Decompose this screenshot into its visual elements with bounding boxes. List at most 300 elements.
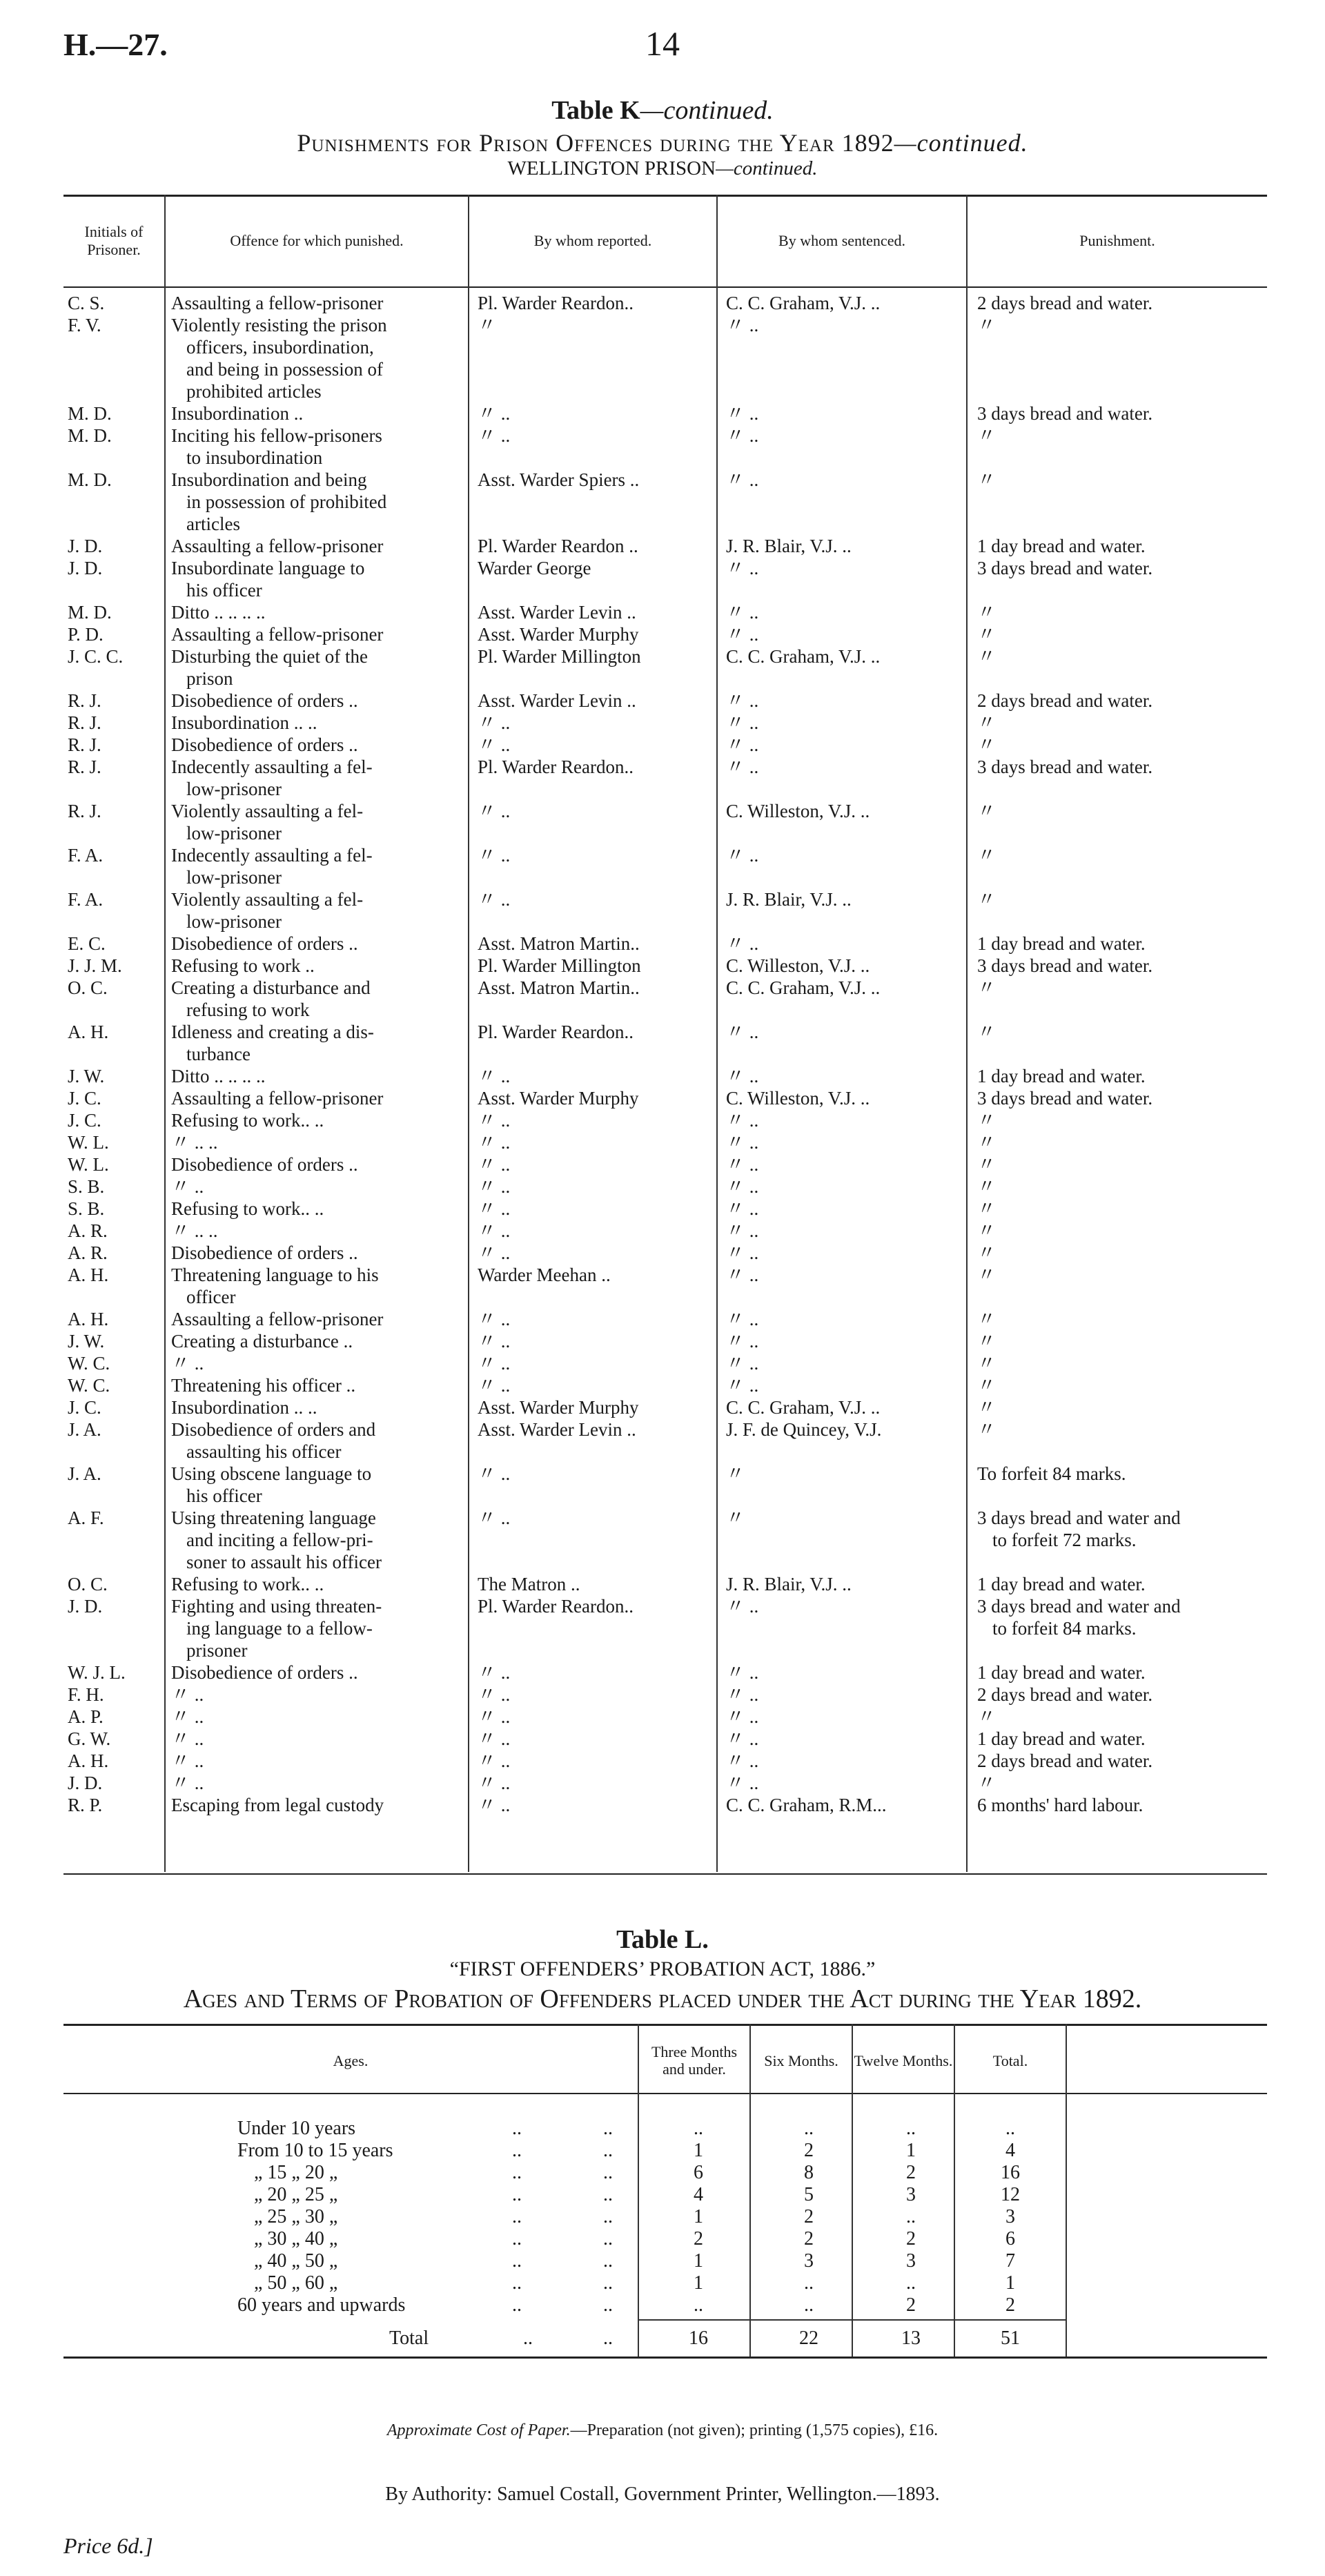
leader-dots: .. xyxy=(603,2228,613,2250)
punishment-line: to forfeit 84 marks. xyxy=(992,1618,1137,1639)
reported-by: 〃 .. xyxy=(478,734,511,755)
reported-by: Asst. Warder Murphy xyxy=(478,1088,639,1109)
table-l xyxy=(63,2024,1267,2397)
prisoner-initials: A. R. xyxy=(68,1220,108,1241)
table-k-subtitle: Punishments for Prison Offences during the Year 1892—continued. xyxy=(297,129,1028,157)
age-label: „ 40 „ 50 „ xyxy=(254,2250,338,2272)
punishment-cell xyxy=(968,1065,1267,1087)
table-row xyxy=(63,2250,1267,2272)
six-months-value: .. xyxy=(804,2118,814,2139)
offence-cell xyxy=(166,1131,469,1153)
total-label: Total xyxy=(389,2328,429,2349)
table-k-body xyxy=(63,292,1267,1816)
punishment-line: 〃 xyxy=(977,845,996,866)
leader-dots: .. xyxy=(603,2250,613,2272)
table-row xyxy=(63,1684,1267,1706)
punishment-line: 〃 xyxy=(977,1773,996,1793)
reported-by: 〃 .. xyxy=(478,1242,511,1263)
offence-line: Disobedience of orders .. xyxy=(171,1154,358,1175)
offence-line: Creating a disturbance and xyxy=(171,977,371,998)
table-row xyxy=(63,601,1267,623)
offence-cell xyxy=(166,712,469,734)
twelve-months-value: .. xyxy=(906,2272,916,2294)
offence-line: Assaulting a fellow-prisoner xyxy=(171,1088,384,1109)
punishment-cell xyxy=(968,1352,1267,1374)
sentenced-by: 〃 .. xyxy=(726,1066,759,1086)
leader-dots: .. xyxy=(603,2140,613,2161)
offence-line: his officer xyxy=(186,1485,262,1506)
offence-cell xyxy=(166,1507,469,1573)
prisoner-initials: J. J. M. xyxy=(68,955,122,976)
offence-cell xyxy=(166,425,469,469)
punishment-cell xyxy=(968,1087,1267,1109)
punishment-cell xyxy=(968,844,1267,888)
sentenced-by: 〃 .. xyxy=(726,1220,759,1241)
punishment-cell xyxy=(968,1573,1267,1595)
punishment-cell xyxy=(968,734,1267,756)
offence-cell xyxy=(166,1109,469,1131)
reported-by: 〃 .. xyxy=(478,801,511,821)
prisoner-initials: C. S. xyxy=(68,293,105,313)
reported-by: 〃 xyxy=(478,315,496,335)
twelve-months-value: 2 xyxy=(906,2228,916,2250)
offence-line: 〃 .. xyxy=(171,1353,204,1374)
punishment-line: 6 months' hard labour. xyxy=(977,1795,1144,1815)
punishment-line: 〃 xyxy=(977,1132,996,1153)
twelve-months-value: 1 xyxy=(906,2140,916,2161)
offence-cell xyxy=(166,623,469,645)
reported-by: Asst. Warder Levin .. xyxy=(478,1419,636,1440)
six-months-value: .. xyxy=(804,2294,814,2316)
sentenced-by: 〃 .. xyxy=(726,425,759,446)
sentenced-by: 〃 .. xyxy=(726,1154,759,1175)
prisoner-initials: W. C. xyxy=(68,1375,110,1396)
table-l-caption: Ages and Terms of Probation of Offenders placed under the Act during the Year 1892. xyxy=(183,1984,1142,2013)
sentenced-by: 〃 .. xyxy=(726,1198,759,1219)
offence-line: Disobedience of orders .. xyxy=(171,734,358,755)
six-months-value: 3 xyxy=(804,2250,814,2272)
sentenced-by: 〃 .. xyxy=(726,712,759,733)
punishment-cell xyxy=(968,1418,1267,1463)
offence-line: low-prisoner xyxy=(186,779,282,799)
table-row xyxy=(63,2294,1267,2316)
sentenced-by: 〃 .. xyxy=(726,1132,759,1153)
table-row xyxy=(63,2272,1267,2294)
col-head-initials: Initials of Prisoner. xyxy=(84,222,144,258)
punishment-line: 1 day bread and water. xyxy=(977,1662,1146,1683)
prisoner-initials: J. W. xyxy=(68,1066,105,1086)
leader-dots: .. xyxy=(512,2250,522,2272)
punishment-line: To forfeit 84 marks. xyxy=(977,1463,1126,1484)
prisoner-initials: J. C. xyxy=(68,1088,101,1109)
age-label: Under 10 years xyxy=(237,2118,356,2139)
offence-line: refusing to work xyxy=(186,999,310,1020)
sentenced-by: 〃 .. xyxy=(726,1176,759,1197)
reported-by: 〃 .. xyxy=(478,425,511,446)
sentenced-by: 〃 .. xyxy=(726,757,759,777)
sentenced-by: 〃 .. xyxy=(726,1662,759,1683)
total-value: 7 xyxy=(1005,2250,1015,2272)
offence-cell xyxy=(166,800,469,844)
punishment-cell xyxy=(968,1463,1267,1507)
six-months-value: 8 xyxy=(804,2162,814,2183)
punishment-cell xyxy=(968,557,1267,601)
six-months-value: 2 xyxy=(804,2228,814,2250)
table-row xyxy=(63,1794,1267,1816)
offence-line: prisoner xyxy=(186,1640,248,1661)
sum-rule xyxy=(638,2319,1066,2322)
reported-by: Pl. Warder Reardon.. xyxy=(478,1022,634,1042)
offence-cell xyxy=(166,1065,469,1087)
prisoner-initials: E. C. xyxy=(68,933,106,954)
prisoner-initials: R. J. xyxy=(68,801,101,821)
table-row xyxy=(63,1772,1267,1794)
punishment-cell xyxy=(968,645,1267,690)
table-row xyxy=(63,1308,1267,1330)
offence-line: Disobedience of orders .. xyxy=(171,1242,358,1263)
offence-cell xyxy=(166,1242,469,1264)
prisoner-initials: M. D. xyxy=(68,602,112,623)
table-row xyxy=(63,1220,1267,1242)
punishment-cell xyxy=(968,690,1267,712)
table-row xyxy=(63,1374,1267,1396)
reported-by: 〃 .. xyxy=(478,1375,511,1396)
prisoner-initials: J. D. xyxy=(68,558,103,578)
prisoner-initials: S. B. xyxy=(68,1176,105,1197)
table-row xyxy=(63,933,1267,955)
offence-line: Disobedience of orders .. xyxy=(171,933,358,954)
leader-dots: .. xyxy=(523,2328,533,2349)
punishment-line: 〃 xyxy=(977,315,996,335)
table-row xyxy=(63,1595,1267,1661)
offence-line: Insubordination .. .. xyxy=(171,712,317,733)
six-months-value: 2 xyxy=(804,2206,814,2227)
table-row xyxy=(63,1463,1267,1507)
offence-line: ing language to a fellow- xyxy=(186,1618,373,1639)
offence-line: Assaulting a fellow-prisoner xyxy=(171,624,384,645)
sentenced-by: 〃 .. xyxy=(726,690,759,711)
offence-cell xyxy=(166,1595,469,1661)
offence-cell xyxy=(166,1463,469,1507)
offence-cell xyxy=(166,469,469,535)
table-row xyxy=(63,1021,1267,1065)
reported-by: 〃 .. xyxy=(478,1220,511,1241)
table-row xyxy=(63,1396,1267,1418)
table-l-subtitle: “FIRST OFFENDERS’ PROBATION ACT, 1886.” xyxy=(449,1958,876,1980)
sentenced-by: 〃 .. xyxy=(726,1596,759,1617)
table-row xyxy=(63,734,1267,756)
punishment-cell xyxy=(968,601,1267,623)
punishment-cell xyxy=(968,1330,1267,1352)
offence-line: 〃 .. xyxy=(171,1706,204,1727)
leader-dots: .. xyxy=(603,2272,613,2294)
punishment-line: 3 days bread and water. xyxy=(977,955,1153,976)
punishment-cell xyxy=(968,1153,1267,1175)
offence-cell xyxy=(166,1684,469,1706)
total-value: 1 xyxy=(1005,2272,1015,2294)
table-row xyxy=(63,623,1267,645)
sentenced-by: 〃 .. xyxy=(726,1022,759,1042)
offence-line: Creating a disturbance .. xyxy=(171,1331,353,1352)
punishment-cell xyxy=(968,955,1267,977)
prisoner-initials: M. D. xyxy=(68,469,112,490)
offence-line: 〃 .. .. xyxy=(171,1220,218,1241)
reported-by: 〃 .. xyxy=(478,1507,511,1528)
prisoner-initials: J. A. xyxy=(68,1419,101,1440)
punishment-cell xyxy=(968,1772,1267,1794)
punishment-line: 〃 xyxy=(977,602,996,623)
punishment-line: 〃 xyxy=(977,1265,996,1285)
offence-line: Refusing to work.. .. xyxy=(171,1574,324,1594)
reported-by: 〃 .. xyxy=(478,1463,511,1484)
prisoner-initials: A. P. xyxy=(68,1706,104,1727)
offence-line: low-prisoner xyxy=(186,867,282,888)
offence-line: assaulting his officer xyxy=(186,1441,342,1462)
punishment-line: 〃 xyxy=(977,1242,996,1263)
reported-by: Warder Meehan .. xyxy=(478,1265,611,1285)
sentenced-by: C. C. Graham, R.M... xyxy=(726,1795,887,1815)
three-months-value: 1 xyxy=(694,2250,703,2272)
punishment-line: 〃 xyxy=(977,1220,996,1241)
punishment-cell xyxy=(968,1109,1267,1131)
prisoner-initials: M. D. xyxy=(68,425,112,446)
offence-cell xyxy=(166,844,469,888)
punishment-cell xyxy=(968,469,1267,535)
offence-line: 〃 .. .. xyxy=(171,1132,218,1153)
three-months-value: 4 xyxy=(694,2184,703,2205)
leader-dots: .. xyxy=(512,2272,522,2294)
sentenced-by: 〃 .. xyxy=(726,1728,759,1749)
reported-by: The Matron .. xyxy=(478,1574,580,1594)
rule xyxy=(63,2093,1267,2094)
sentenced-by: 〃 .. xyxy=(726,558,759,578)
reported-by: 〃 .. xyxy=(478,1728,511,1749)
punishment-line: 〃 xyxy=(977,1419,996,1440)
twelve-months-value: 3 xyxy=(906,2184,916,2205)
table-row xyxy=(63,1507,1267,1573)
sentenced-by: 〃 .. xyxy=(726,1110,759,1131)
offence-cell xyxy=(166,955,469,977)
offence-cell xyxy=(166,1706,469,1728)
punishment-line: 〃 xyxy=(977,1154,996,1175)
offence-line: Assaulting a fellow-prisoner xyxy=(171,536,384,556)
punishment-line: 〃 xyxy=(977,1375,996,1396)
sentenced-by: J. F. de Quincey, V.J. xyxy=(726,1419,882,1440)
table-row xyxy=(63,1418,1267,1463)
leader-dots: .. xyxy=(603,2162,613,2183)
punishment-line: 〃 xyxy=(977,425,996,446)
reported-by: Pl. Warder Reardon.. xyxy=(478,757,634,777)
table-row xyxy=(63,955,1267,977)
reported-by: 〃 .. xyxy=(478,1331,511,1352)
table-row xyxy=(63,1264,1267,1308)
prisoner-initials: J. C. xyxy=(68,1397,101,1418)
prisoner-initials: R. J. xyxy=(68,757,101,777)
prisoner-initials: A. H. xyxy=(68,1265,109,1285)
table-row xyxy=(63,756,1267,800)
punishment-cell xyxy=(968,314,1267,402)
reported-by: 〃 .. xyxy=(478,889,511,910)
total-value: 3 xyxy=(1005,2206,1015,2227)
prisoner-initials: J. W. xyxy=(68,1331,105,1352)
table-row xyxy=(63,2184,1267,2206)
punishment-cell xyxy=(968,1264,1267,1308)
offence-cell xyxy=(166,1087,469,1109)
offence-line: officers, insubordination, xyxy=(186,337,374,358)
table-row xyxy=(63,712,1267,734)
punishment-cell xyxy=(968,1706,1267,1728)
offence-line: 〃 .. xyxy=(171,1176,204,1197)
reported-by: 〃 .. xyxy=(478,1198,511,1219)
table-row xyxy=(63,690,1267,712)
total-value: 2 xyxy=(1005,2294,1015,2316)
total-value: 12 xyxy=(1001,2184,1020,2205)
punishment-cell xyxy=(968,888,1267,933)
offence-line: Refusing to work .. xyxy=(171,955,315,976)
reported-by: 〃 .. xyxy=(478,1154,511,1175)
sentenced-by: J. R. Blair, V.J. .. xyxy=(726,1574,852,1594)
leader-dots: .. xyxy=(512,2140,522,2161)
prisoner-initials: J. C. xyxy=(68,1110,101,1131)
three-months-value: 1 xyxy=(694,2206,703,2227)
prisoner-initials: J. D. xyxy=(68,1773,103,1793)
offence-cell xyxy=(166,1352,469,1374)
sentenced-by: C. Willeston, V.J. .. xyxy=(726,801,870,821)
offence-line: Threatening his officer .. xyxy=(171,1375,356,1396)
reported-by: Asst. Warder Murphy xyxy=(478,624,639,645)
punishment-line: 1 day bread and water. xyxy=(977,536,1146,556)
col-head-three-months: Three Months and under. xyxy=(651,2043,738,2078)
offence-line: Indecently assaulting a fel- xyxy=(171,845,373,866)
offence-line: prison xyxy=(186,668,233,689)
punishment-line: 3 days bread and water and xyxy=(977,1596,1181,1617)
leader-dots: .. xyxy=(512,2206,522,2227)
punishment-line: 2 days bread and water. xyxy=(977,1750,1153,1771)
twelve-months-value: 2 xyxy=(906,2162,916,2183)
reported-by: Asst. Warder Spiers .. xyxy=(478,469,640,490)
prisoner-initials: R. J. xyxy=(68,690,101,711)
table-row xyxy=(63,1153,1267,1175)
prisoner-initials: W. L. xyxy=(68,1132,109,1153)
offence-cell xyxy=(166,933,469,955)
table-row xyxy=(63,2118,1267,2140)
three-months-value: .. xyxy=(694,2294,703,2316)
offence-line: in possession of prohibited xyxy=(186,491,387,512)
punishment-cell xyxy=(968,1507,1267,1573)
punishment-line: 〃 xyxy=(977,977,996,998)
total-value: .. xyxy=(1005,2118,1015,2139)
sentenced-by: 〃 .. xyxy=(726,1706,759,1727)
page-number: 14 xyxy=(645,24,680,63)
punishment-line: 〃 xyxy=(977,1198,996,1219)
prisoner-initials: A. F. xyxy=(68,1507,104,1528)
table-row xyxy=(63,645,1267,690)
offence-line: Escaping from legal custody xyxy=(171,1795,384,1815)
prisoner-initials: F. A. xyxy=(68,845,104,866)
offence-cell xyxy=(166,535,469,557)
prisoner-initials: O. C. xyxy=(68,977,108,998)
offence-line: Violently assaulting a fel- xyxy=(171,801,364,821)
punishment-line: 〃 xyxy=(977,624,996,645)
offence-cell xyxy=(166,1153,469,1175)
punishment-cell xyxy=(968,977,1267,1021)
punishment-cell xyxy=(968,1374,1267,1396)
document-code: H.—27. xyxy=(63,27,168,62)
prison-name: WELLINGTON PRISON—continued. xyxy=(507,157,818,179)
offence-cell xyxy=(166,1330,469,1352)
table-row xyxy=(63,800,1267,844)
col-head-total: Total. xyxy=(992,2051,1028,2069)
rule xyxy=(63,286,1267,288)
age-label: „ 20 „ 25 „ xyxy=(254,2184,338,2205)
sentenced-by: 〃 .. xyxy=(726,1773,759,1793)
sentenced-by: C. Willeston, V.J. .. xyxy=(726,1088,870,1109)
offence-line: Indecently assaulting a fel- xyxy=(171,757,373,777)
punishment-line: 1 day bread and water. xyxy=(977,1574,1146,1594)
prisoner-initials: F. V. xyxy=(68,315,101,335)
prisoner-initials: G. W. xyxy=(68,1728,111,1749)
prisoner-initials: J. A. xyxy=(68,1463,101,1484)
twelve-months-value: 2 xyxy=(906,2294,916,2316)
leader-dots: .. xyxy=(603,2328,613,2349)
table-row xyxy=(63,1242,1267,1264)
table-row xyxy=(63,1065,1267,1087)
punishment-cell xyxy=(968,800,1267,844)
table-row xyxy=(63,2140,1267,2162)
twelve-months-value: .. xyxy=(906,2118,916,2139)
offence-line: Disturbing the quiet of the xyxy=(171,646,368,667)
reported-by: 〃 .. xyxy=(478,1309,511,1329)
prisoner-initials: P. D. xyxy=(68,624,104,645)
punishment-line: 1 day bread and water. xyxy=(977,1728,1146,1749)
leader-dots: .. xyxy=(512,2162,522,2183)
total-value: 4 xyxy=(1005,2140,1015,2161)
offence-line: articles xyxy=(186,514,240,534)
punishment-line: 3 days bread and water. xyxy=(977,757,1153,777)
reported-by: Pl. Warder Reardon.. xyxy=(478,1596,634,1617)
leader-dots: .. xyxy=(603,2118,613,2139)
punishment-line: 〃 xyxy=(977,1022,996,1042)
table-row xyxy=(63,425,1267,469)
prisoner-initials: W. C. xyxy=(68,1353,110,1374)
table-row xyxy=(63,1109,1267,1131)
offence-line: Inciting his fellow-prisoners xyxy=(171,425,382,446)
prisoner-initials: J. D. xyxy=(68,536,103,556)
total-six: 22 xyxy=(799,2328,818,2349)
sentenced-by: J. R. Blair, V.J. .. xyxy=(726,889,852,910)
offence-line: Insubordination and being xyxy=(171,469,367,490)
punishment-cell xyxy=(968,933,1267,955)
punishment-line: 2 days bread and water. xyxy=(977,1684,1153,1705)
sentenced-by: 〃 .. xyxy=(726,1684,759,1705)
reported-by: 〃 .. xyxy=(478,845,511,866)
punishment-line: 2 days bread and water. xyxy=(977,293,1153,313)
offence-line: 〃 .. xyxy=(171,1750,204,1771)
table-row xyxy=(63,1175,1267,1198)
offence-cell xyxy=(166,734,469,756)
offence-cell xyxy=(166,1772,469,1794)
reported-by: Asst. Warder Murphy xyxy=(478,1397,639,1418)
reported-by: Pl. Warder Millington xyxy=(478,955,641,976)
rule xyxy=(63,2357,1267,2359)
table-row xyxy=(63,1661,1267,1684)
punishment-cell xyxy=(968,1661,1267,1684)
reported-by: 〃 .. xyxy=(478,1132,511,1153)
table-row xyxy=(63,557,1267,601)
offence-line: to insubordination xyxy=(186,447,323,468)
offence-cell xyxy=(166,1021,469,1065)
prisoner-initials: W. J. L. xyxy=(68,1662,126,1683)
